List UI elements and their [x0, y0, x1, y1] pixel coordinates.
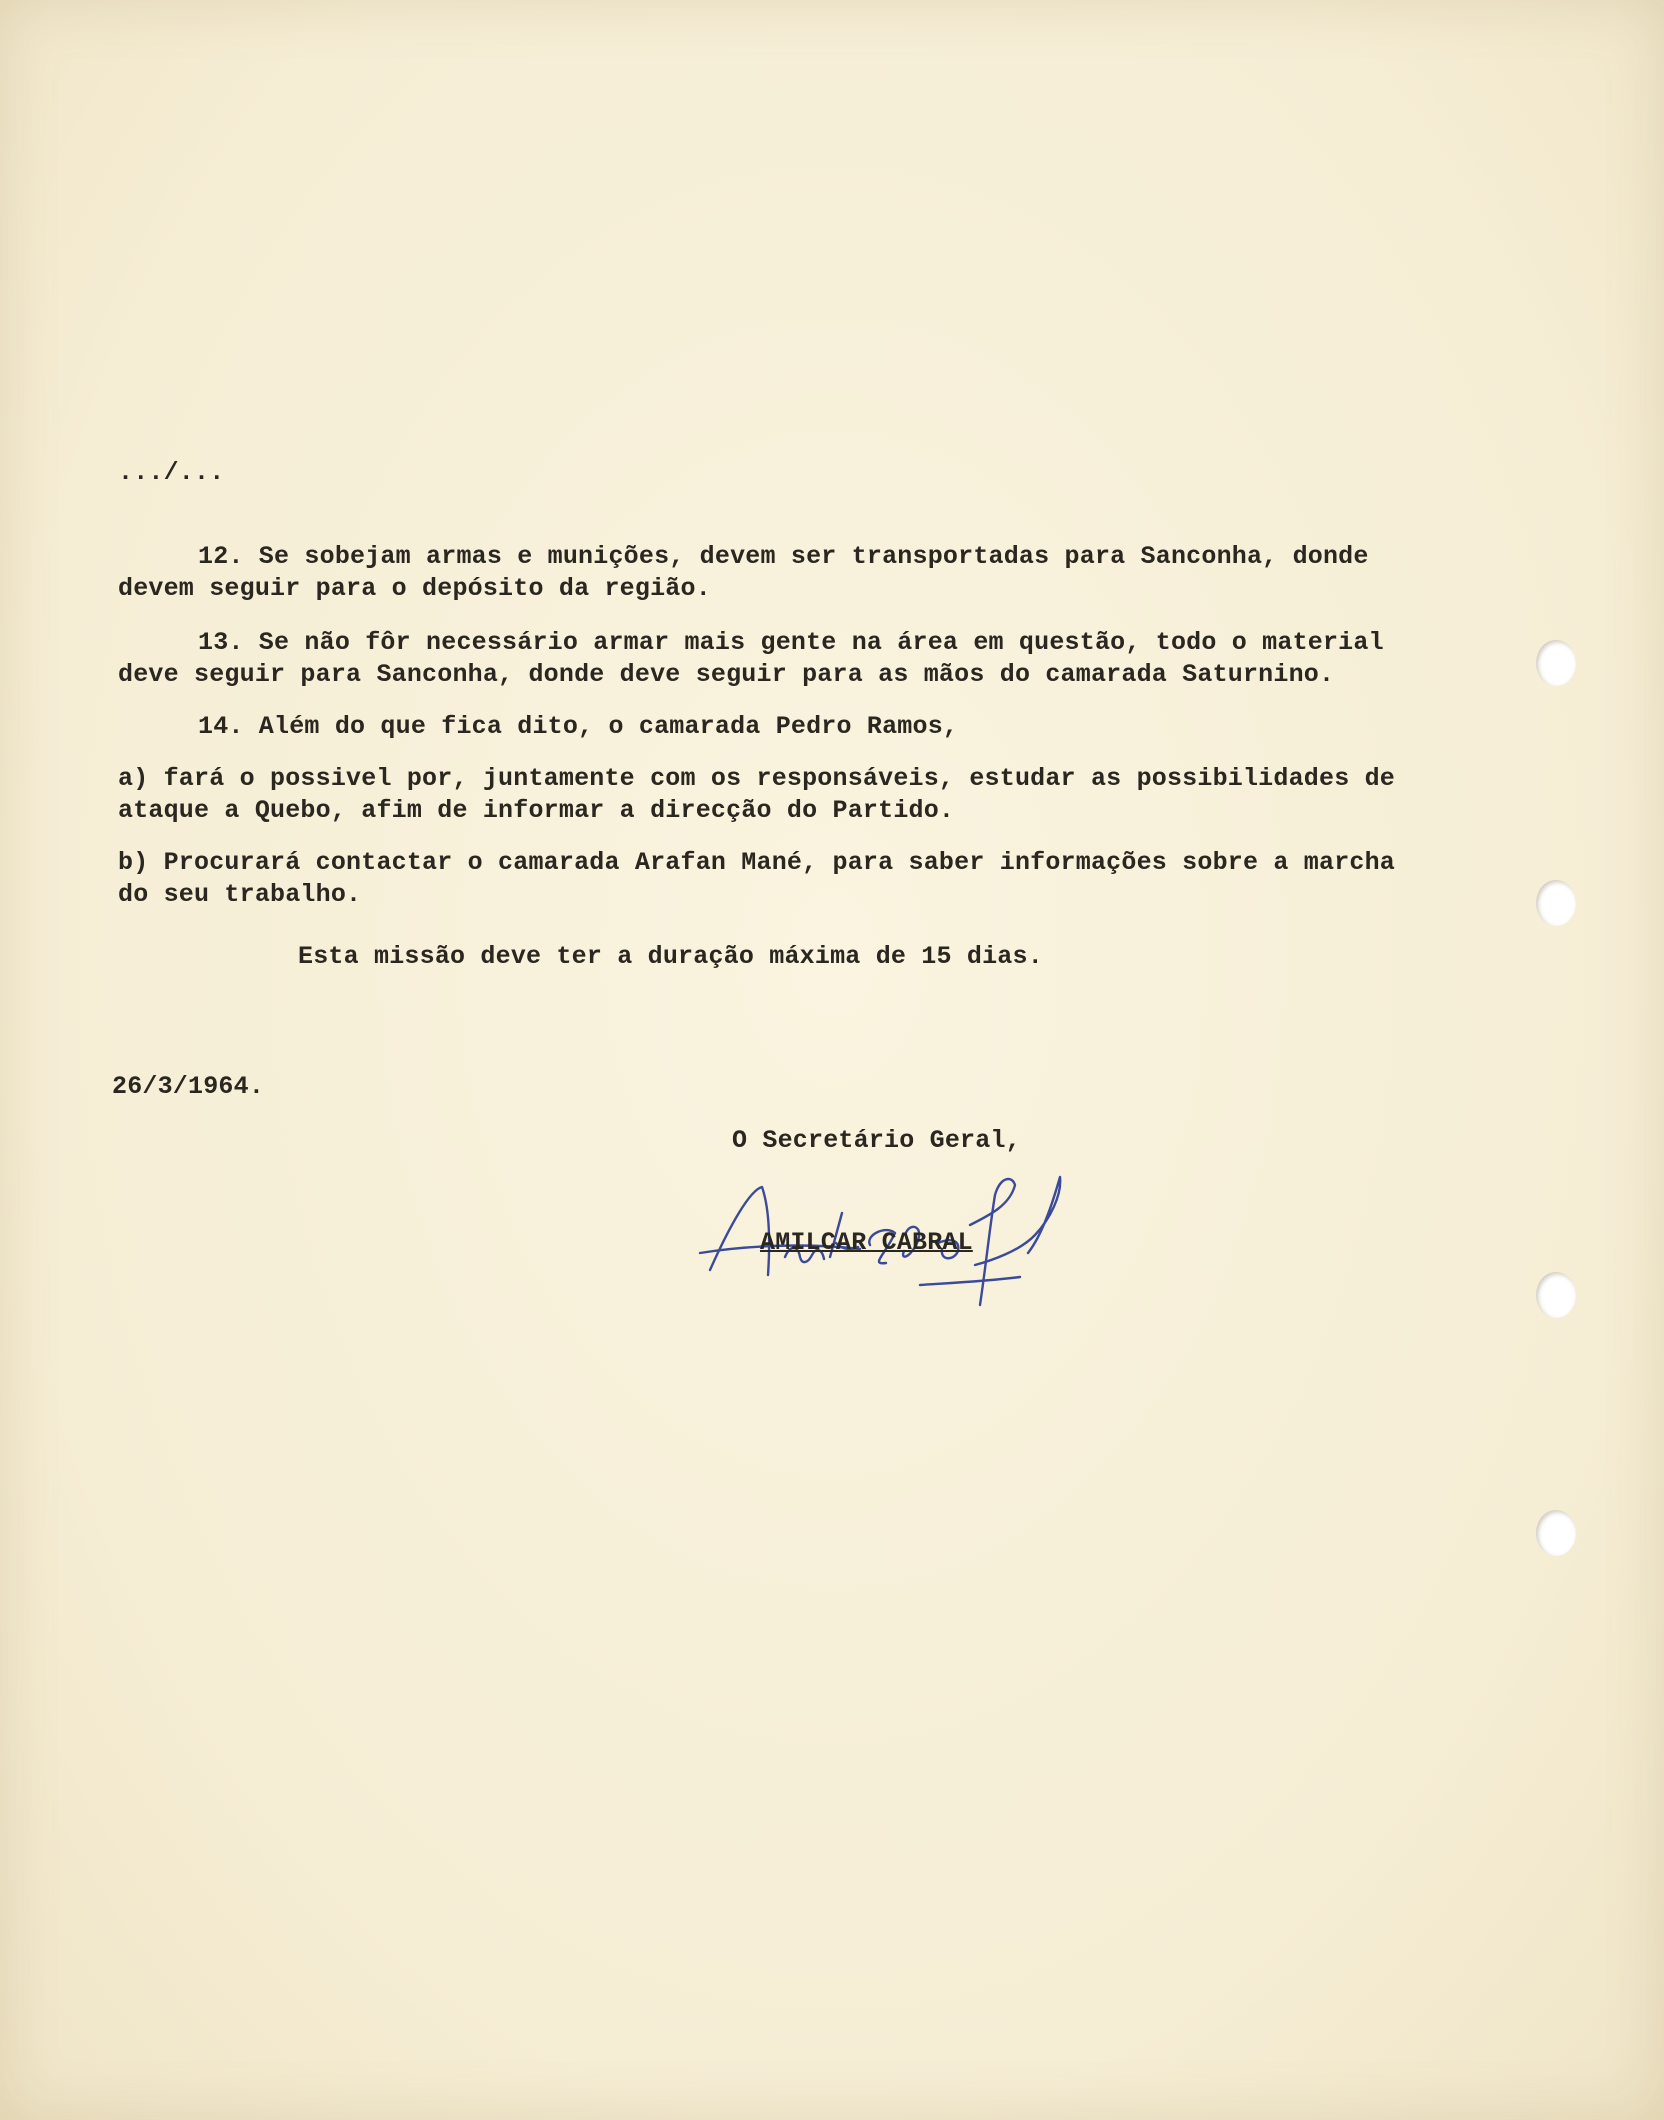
- item-a-line-2: ataque a Quebo, afim de informar a direcção do Partido.: [118, 796, 955, 825]
- document-date: 26/3/1964.: [112, 1072, 265, 1101]
- paragraph-14: 14. Além do que fica dito, o camarada Pedro Ramos,: [198, 712, 959, 741]
- signatory-name: AMILCAR CABRAL: [760, 1228, 973, 1257]
- punch-hole-1: [1536, 640, 1576, 686]
- continuation-mark: .../...: [118, 458, 225, 487]
- paragraph-13-line-1: 13. Se não fôr necessário armar mais gente na área em questão, todo o material: [198, 628, 1384, 657]
- item-b-line-1: b) Procurará contactar o camarada Arafan Mané, para saber informações sobre a marcha: [118, 848, 1396, 877]
- punch-hole-4: [1536, 1510, 1576, 1556]
- punch-hole-2: [1536, 880, 1576, 926]
- paragraph-13-line-2: deve seguir para Sanconha, donde deve seguir para as mãos do camarada Saturnino.: [118, 660, 1335, 689]
- item-a-line-1: a) fará o possivel por, juntamente com os responsáveis, estudar as possibilidades de: [118, 764, 1396, 793]
- paragraph-12-line-1: 12. Se sobejam armas e munições, devem ser transportadas para Sanconha, donde: [198, 542, 1369, 571]
- closing-title: O Secretário Geral,: [732, 1126, 1021, 1155]
- punch-hole-3: [1536, 1272, 1576, 1318]
- item-b-line-2: do seu trabalho.: [118, 880, 362, 909]
- mission-duration: Esta missão deve ter a duração máxima de 15 dias.: [298, 942, 1043, 971]
- paragraph-12-line-2: devem seguir para o depósito da região.: [118, 574, 711, 603]
